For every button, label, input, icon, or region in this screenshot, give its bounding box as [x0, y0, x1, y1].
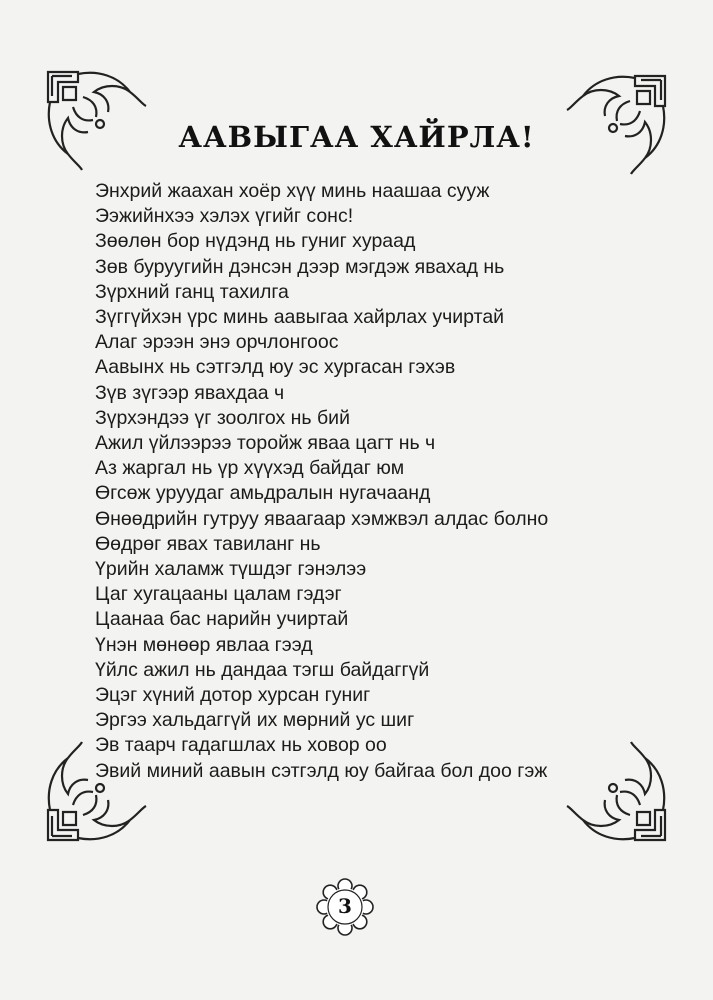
poem-line: Аавынх нь сэтгэлд юу эс хургасан гэхэв: [95, 356, 456, 379]
poem-line: Үрийн халамж түшдэг гэнэлээ: [95, 558, 367, 581]
poem-line: Энхрий жаахан хоёр хүү минь наашаа сууж: [95, 180, 490, 202]
poem-line: Цаанаа бас нарийн учиртай: [95, 608, 349, 631]
poem-line: Зөв буруугийн дэнсэн дээр мэгдэж явахад нь: [95, 255, 505, 278]
page-number: 3: [338, 894, 352, 918]
poem-line: Эцэг хүний дотор хурсан гуниг: [95, 684, 371, 707]
page-number-badge: [316, 878, 374, 936]
poem-line: Эвий миний аавын сэтгэлд юу байгаа бол доо гэж: [95, 759, 548, 782]
poem-line: Эв таарч гадагшлах нь ховор оо: [95, 734, 387, 757]
poem-line: Цаг хугацааны цалам гэдэг: [95, 583, 342, 606]
poem-title: ААВЫГАА ХАЙРЛА!: [178, 120, 535, 154]
poem-line: Зүггүйхэн үрс минь аавыгаа хайрлах учиртай: [95, 306, 505, 329]
poem-line: Өгсөж уруудаг амьдралын нугачаанд: [95, 482, 431, 505]
poem-line: Өөдрөг явах тавиланг нь: [95, 532, 321, 555]
poem-line: Зүрхэндээ үг зоолгох нь бий: [95, 406, 350, 429]
poem-line: Аз жаргал нь үр хүүхэд байдаг юм: [95, 457, 405, 480]
poem-line: Зүв зүгээр явахдаа ч: [95, 381, 285, 404]
poem-line: Эргээ хальдаггүй их мөрний ус шиг: [95, 709, 415, 732]
poem-line: Ээжийнхээ хэлэх үгийг сонс!: [95, 205, 354, 228]
poem-line: Ажил үйлээрээ торойж яваа цагт нь ч: [95, 432, 436, 455]
poem-line: Үйлс ажил нь дандаа тэгш байдаггүй: [95, 658, 430, 681]
poem-body: [95, 179, 605, 784]
poem-line: Зүрхний ганц тахилга: [95, 280, 289, 303]
poem-line: Үнэн мөнөөр явлаа гээд: [95, 633, 313, 656]
poem-line: Алаг эрээн энэ орчлонгоос: [95, 331, 339, 354]
poem-line: Өнөөдрийн гутруу яваагаар хэмжвэл алдас болно: [95, 507, 549, 530]
poem-line: Зөөлөн бор нүдэнд нь гуниг хураад: [95, 230, 416, 253]
